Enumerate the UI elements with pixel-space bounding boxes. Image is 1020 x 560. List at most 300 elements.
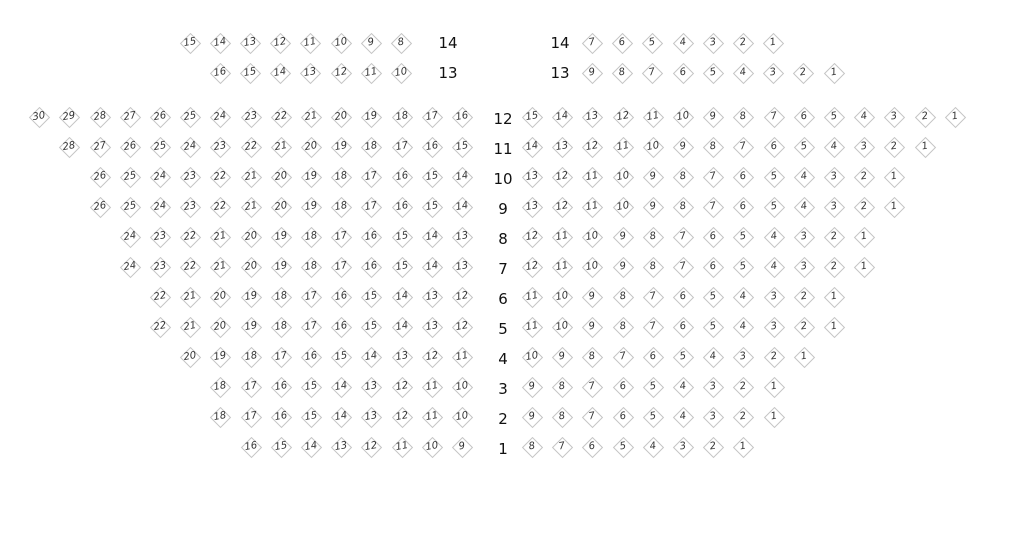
seat-row12-30[interactable] xyxy=(30,108,48,126)
seat-row13-6[interactable] xyxy=(674,64,692,82)
seat-row3-4[interactable] xyxy=(674,378,692,396)
seat-row9-26[interactable] xyxy=(91,198,109,216)
seat-row12-15[interactable] xyxy=(523,108,541,126)
seat-row7-14[interactable] xyxy=(423,258,441,276)
seat-row5-1[interactable] xyxy=(825,318,843,336)
seat-row4-4[interactable] xyxy=(704,348,722,366)
seat-row10-8[interactable] xyxy=(674,168,692,186)
seat-row7-8[interactable] xyxy=(644,258,662,276)
seat-row7-12[interactable] xyxy=(523,258,541,276)
seat-row11-27[interactable] xyxy=(91,138,109,156)
seat-row1-12[interactable] xyxy=(362,438,380,456)
seat-row8-22[interactable] xyxy=(181,228,199,246)
seat-row3-9[interactable] xyxy=(523,378,541,396)
seat-row8-7[interactable] xyxy=(674,228,692,246)
seat-row9-13[interactable] xyxy=(523,198,541,216)
seat-row12-18[interactable] xyxy=(393,108,411,126)
seat-row6-2[interactable] xyxy=(795,288,813,306)
seat-row7-4[interactable] xyxy=(765,258,783,276)
seat-row4-13[interactable] xyxy=(393,348,411,366)
seat-row1-6[interactable] xyxy=(583,438,601,456)
seat-row1-13[interactable] xyxy=(332,438,350,456)
seat-row11-1[interactable] xyxy=(916,138,934,156)
seat-row6-4[interactable] xyxy=(734,288,752,306)
seat-row3-5[interactable] xyxy=(644,378,662,396)
seat-row3-16[interactable] xyxy=(272,378,290,396)
seat-row8-17[interactable] xyxy=(332,228,350,246)
seat-row11-25[interactable] xyxy=(151,138,169,156)
seat-row14-6[interactable] xyxy=(613,34,631,52)
seat-row6-3[interactable] xyxy=(765,288,783,306)
seat-row1-10[interactable] xyxy=(423,438,441,456)
seat-row9-8[interactable] xyxy=(674,198,692,216)
seat-row11-26[interactable] xyxy=(121,138,139,156)
seat-row4-16[interactable] xyxy=(302,348,320,366)
seat-row7-11[interactable] xyxy=(553,258,571,276)
seat-row11-9[interactable] xyxy=(674,138,692,156)
seat-row14-11[interactable] xyxy=(301,34,319,52)
seat-row7-15[interactable] xyxy=(393,258,411,276)
seat-row12-3[interactable] xyxy=(885,108,903,126)
seat-row7-24[interactable] xyxy=(121,258,139,276)
seat-row10-18[interactable] xyxy=(332,168,350,186)
seat-row12-7[interactable] xyxy=(765,108,783,126)
seat-row5-15[interactable] xyxy=(362,318,380,336)
seat-row8-24[interactable] xyxy=(121,228,139,246)
seat-row11-23[interactable] xyxy=(211,138,229,156)
seat-row8-11[interactable] xyxy=(553,228,571,246)
seat-row4-9[interactable] xyxy=(553,348,571,366)
seat-row11-28[interactable] xyxy=(60,138,78,156)
seat-row11-11[interactable] xyxy=(614,138,632,156)
seat-row3-12[interactable] xyxy=(393,378,411,396)
seat-row11-12[interactable] xyxy=(583,138,601,156)
seat-row8-21[interactable] xyxy=(211,228,229,246)
seat-row6-16[interactable] xyxy=(332,288,350,306)
seat-row4-18[interactable] xyxy=(242,348,260,366)
seat-row5-7[interactable] xyxy=(644,318,662,336)
seat-row12-21[interactable] xyxy=(302,108,320,126)
seat-row7-5[interactable] xyxy=(734,258,752,276)
seat-row5-18[interactable] xyxy=(272,318,290,336)
seat-row6-22[interactable] xyxy=(151,288,169,306)
seat-row12-12[interactable] xyxy=(614,108,632,126)
seat-row9-12[interactable] xyxy=(553,198,571,216)
seat-row12-28[interactable] xyxy=(91,108,109,126)
seat-row7-9[interactable] xyxy=(614,258,632,276)
seat-row14-4[interactable] xyxy=(674,34,692,52)
seat-row12-17[interactable] xyxy=(423,108,441,126)
seat-row10-13[interactable] xyxy=(523,168,541,186)
seat-row3-6[interactable] xyxy=(614,378,632,396)
seat-row1-4[interactable] xyxy=(644,438,662,456)
seat-row3-18[interactable] xyxy=(211,378,229,396)
seat-row4-14[interactable] xyxy=(362,348,380,366)
seat-row14-7[interactable] xyxy=(583,34,601,52)
seat-row5-11[interactable] xyxy=(523,318,541,336)
seat-row5-3[interactable] xyxy=(765,318,783,336)
seat-row6-14[interactable] xyxy=(393,288,411,306)
seat-row7-20[interactable] xyxy=(242,258,260,276)
seat-row3-17[interactable] xyxy=(242,378,260,396)
seat-row10-23[interactable] xyxy=(181,168,199,186)
seat-row12-27[interactable] xyxy=(121,108,139,126)
seat-row9-19[interactable] xyxy=(302,198,320,216)
seat-row10-5[interactable] xyxy=(765,168,783,186)
seat-row2-8[interactable] xyxy=(553,408,571,426)
seat-row10-16[interactable] xyxy=(393,168,411,186)
seat-row4-15[interactable] xyxy=(332,348,350,366)
seat-row2-13[interactable] xyxy=(362,408,380,426)
seat-row4-19[interactable] xyxy=(211,348,229,366)
seat-row9-1[interactable] xyxy=(885,198,903,216)
seat-row13-16[interactable] xyxy=(211,64,229,82)
seat-row2-18[interactable] xyxy=(211,408,229,426)
seat-row13-8[interactable] xyxy=(613,64,631,82)
seat-row9-10[interactable] xyxy=(614,198,632,216)
seat-row14-2[interactable] xyxy=(734,34,752,52)
seat-row1-2[interactable] xyxy=(704,438,722,456)
seat-row3-8[interactable] xyxy=(553,378,571,396)
seat-row12-8[interactable] xyxy=(734,108,752,126)
seat-row3-1[interactable] xyxy=(765,378,783,396)
seat-row7-22[interactable] xyxy=(181,258,199,276)
seat-row14-13[interactable] xyxy=(241,34,259,52)
seat-row6-1[interactable] xyxy=(825,288,843,306)
seat-row2-3[interactable] xyxy=(704,408,722,426)
seat-row10-10[interactable] xyxy=(614,168,632,186)
seat-row5-10[interactable] xyxy=(553,318,571,336)
seat-row11-7[interactable] xyxy=(734,138,752,156)
seat-row6-15[interactable] xyxy=(362,288,380,306)
seat-row13-13[interactable] xyxy=(301,64,319,82)
seat-row7-3[interactable] xyxy=(795,258,813,276)
seat-row6-6[interactable] xyxy=(674,288,692,306)
seat-row8-14[interactable] xyxy=(423,228,441,246)
seat-row4-10[interactable] xyxy=(523,348,541,366)
seat-row2-5[interactable] xyxy=(644,408,662,426)
seat-row11-21[interactable] xyxy=(272,138,290,156)
seat-row11-15[interactable] xyxy=(453,138,471,156)
seat-row6-12[interactable] xyxy=(453,288,471,306)
seat-row5-2[interactable] xyxy=(795,318,813,336)
seat-row8-19[interactable] xyxy=(272,228,290,246)
seat-row3-7[interactable] xyxy=(583,378,601,396)
seat-row7-13[interactable] xyxy=(453,258,471,276)
seat-row11-5[interactable] xyxy=(795,138,813,156)
seat-row8-12[interactable] xyxy=(523,228,541,246)
seat-row10-19[interactable] xyxy=(302,168,320,186)
seat-row5-9[interactable] xyxy=(583,318,601,336)
seat-row7-18[interactable] xyxy=(302,258,320,276)
seat-row1-7[interactable] xyxy=(553,438,571,456)
seat-row2-4[interactable] xyxy=(674,408,692,426)
seat-row6-9[interactable] xyxy=(583,288,601,306)
seat-row13-9[interactable] xyxy=(583,64,601,82)
seat-row9-5[interactable] xyxy=(765,198,783,216)
seat-row13-5[interactable] xyxy=(704,64,722,82)
seat-row10-17[interactable] xyxy=(362,168,380,186)
seat-row8-2[interactable] xyxy=(825,228,843,246)
seat-row6-20[interactable] xyxy=(211,288,229,306)
seat-row4-7[interactable] xyxy=(614,348,632,366)
seat-row9-9[interactable] xyxy=(644,198,662,216)
seat-row12-24[interactable] xyxy=(211,108,229,126)
seat-row2-7[interactable] xyxy=(583,408,601,426)
seat-row5-4[interactable] xyxy=(734,318,752,336)
seat-row8-23[interactable] xyxy=(151,228,169,246)
seat-row7-16[interactable] xyxy=(362,258,380,276)
seat-row13-1[interactable] xyxy=(825,64,843,82)
seat-row11-10[interactable] xyxy=(644,138,662,156)
seat-row11-22[interactable] xyxy=(242,138,260,156)
seat-row12-19[interactable] xyxy=(362,108,380,126)
seat-row2-9[interactable] xyxy=(523,408,541,426)
seat-row9-2[interactable] xyxy=(855,198,873,216)
seat-row9-20[interactable] xyxy=(272,198,290,216)
seat-row4-2[interactable] xyxy=(765,348,783,366)
seat-row13-4[interactable] xyxy=(734,64,752,82)
seat-row12-9[interactable] xyxy=(704,108,722,126)
seat-row9-15[interactable] xyxy=(423,198,441,216)
seat-row10-3[interactable] xyxy=(825,168,843,186)
seat-row5-8[interactable] xyxy=(614,318,632,336)
seat-row13-2[interactable] xyxy=(794,64,812,82)
seat-row4-8[interactable] xyxy=(583,348,601,366)
seat-row8-13[interactable] xyxy=(453,228,471,246)
seat-row13-12[interactable] xyxy=(332,64,350,82)
seat-row8-15[interactable] xyxy=(393,228,411,246)
seat-row9-23[interactable] xyxy=(181,198,199,216)
seat-row12-13[interactable] xyxy=(583,108,601,126)
seat-row5-22[interactable] xyxy=(151,318,169,336)
seat-row2-1[interactable] xyxy=(765,408,783,426)
seat-row13-14[interactable] xyxy=(271,64,289,82)
seat-row11-13[interactable] xyxy=(553,138,571,156)
seat-row10-26[interactable] xyxy=(91,168,109,186)
seat-row14-3[interactable] xyxy=(704,34,722,52)
seat-row9-17[interactable] xyxy=(362,198,380,216)
seat-row5-13[interactable] xyxy=(423,318,441,336)
seat-row13-10[interactable] xyxy=(392,64,410,82)
seat-row14-12[interactable] xyxy=(271,34,289,52)
seat-row10-12[interactable] xyxy=(553,168,571,186)
seat-row12-6[interactable] xyxy=(795,108,813,126)
seat-row6-13[interactable] xyxy=(423,288,441,306)
seat-row10-20[interactable] xyxy=(272,168,290,186)
seat-row4-12[interactable] xyxy=(423,348,441,366)
seat-row11-19[interactable] xyxy=(332,138,350,156)
seat-row5-12[interactable] xyxy=(453,318,471,336)
seat-row11-2[interactable] xyxy=(885,138,903,156)
seat-row11-17[interactable] xyxy=(393,138,411,156)
seat-row2-6[interactable] xyxy=(614,408,632,426)
seat-row6-7[interactable] xyxy=(644,288,662,306)
seat-row11-18[interactable] xyxy=(362,138,380,156)
seat-row6-17[interactable] xyxy=(302,288,320,306)
seat-row9-21[interactable] xyxy=(242,198,260,216)
seat-row8-20[interactable] xyxy=(242,228,260,246)
seat-row1-16[interactable] xyxy=(242,438,260,456)
seat-row8-10[interactable] xyxy=(583,228,601,246)
seat-row9-16[interactable] xyxy=(393,198,411,216)
seat-row10-24[interactable] xyxy=(151,168,169,186)
seat-row11-14[interactable] xyxy=(523,138,541,156)
seat-row2-11[interactable] xyxy=(423,408,441,426)
seat-row3-2[interactable] xyxy=(734,378,752,396)
seat-row6-19[interactable] xyxy=(242,288,260,306)
seat-row7-2[interactable] xyxy=(825,258,843,276)
seat-row9-6[interactable] xyxy=(734,198,752,216)
seat-row2-14[interactable] xyxy=(332,408,350,426)
seat-row1-1[interactable] xyxy=(734,438,752,456)
seat-row1-15[interactable] xyxy=(272,438,290,456)
seat-row5-20[interactable] xyxy=(211,318,229,336)
seat-row5-6[interactable] xyxy=(674,318,692,336)
seat-row11-24[interactable] xyxy=(181,138,199,156)
seat-row4-1[interactable] xyxy=(795,348,813,366)
seat-row12-2[interactable] xyxy=(916,108,934,126)
seat-row11-16[interactable] xyxy=(423,138,441,156)
seat-row1-9[interactable] xyxy=(453,438,471,456)
seat-row5-16[interactable] xyxy=(332,318,350,336)
seat-row6-8[interactable] xyxy=(614,288,632,306)
seat-row11-8[interactable] xyxy=(704,138,722,156)
seat-row14-15[interactable] xyxy=(181,34,199,52)
seat-row7-1[interactable] xyxy=(855,258,873,276)
seat-row5-5[interactable] xyxy=(704,318,722,336)
seat-row10-21[interactable] xyxy=(242,168,260,186)
seat-row3-13[interactable] xyxy=(362,378,380,396)
seat-row10-7[interactable] xyxy=(704,168,722,186)
seat-row12-11[interactable] xyxy=(644,108,662,126)
seat-row1-8[interactable] xyxy=(523,438,541,456)
seat-row7-21[interactable] xyxy=(211,258,229,276)
seat-row10-25[interactable] xyxy=(121,168,139,186)
seat-row8-8[interactable] xyxy=(644,228,662,246)
seat-row14-8[interactable] xyxy=(392,34,410,52)
seat-row14-9[interactable] xyxy=(362,34,380,52)
seat-row10-6[interactable] xyxy=(734,168,752,186)
seat-row1-14[interactable] xyxy=(302,438,320,456)
seat-row5-21[interactable] xyxy=(181,318,199,336)
seat-row11-20[interactable] xyxy=(302,138,320,156)
seat-row9-7[interactable] xyxy=(704,198,722,216)
seat-row6-10[interactable] xyxy=(553,288,571,306)
seat-row4-17[interactable] xyxy=(272,348,290,366)
seat-row2-15[interactable] xyxy=(302,408,320,426)
seat-row7-7[interactable] xyxy=(674,258,692,276)
seat-row8-4[interactable] xyxy=(765,228,783,246)
seat-row1-3[interactable] xyxy=(674,438,692,456)
seat-row10-14[interactable] xyxy=(453,168,471,186)
seat-row13-11[interactable] xyxy=(362,64,380,82)
seat-row10-1[interactable] xyxy=(885,168,903,186)
seat-row3-3[interactable] xyxy=(704,378,722,396)
seat-row5-14[interactable] xyxy=(393,318,411,336)
seat-row10-22[interactable] xyxy=(211,168,229,186)
seat-row9-3[interactable] xyxy=(825,198,843,216)
seat-row12-4[interactable] xyxy=(855,108,873,126)
seat-row12-10[interactable] xyxy=(674,108,692,126)
seat-row14-10[interactable] xyxy=(332,34,350,52)
seat-row12-22[interactable] xyxy=(272,108,290,126)
seat-row10-11[interactable] xyxy=(583,168,601,186)
seat-row13-7[interactable] xyxy=(643,64,661,82)
seat-row10-9[interactable] xyxy=(644,168,662,186)
seat-row7-17[interactable] xyxy=(332,258,350,276)
seat-row6-5[interactable] xyxy=(704,288,722,306)
seat-row2-2[interactable] xyxy=(734,408,752,426)
seat-row11-4[interactable] xyxy=(825,138,843,156)
seat-row4-11[interactable] xyxy=(453,348,471,366)
seat-row12-20[interactable] xyxy=(332,108,350,126)
seat-row14-1[interactable] xyxy=(764,34,782,52)
seat-row9-14[interactable] xyxy=(453,198,471,216)
seat-row8-1[interactable] xyxy=(855,228,873,246)
seat-row4-6[interactable] xyxy=(644,348,662,366)
seat-row9-11[interactable] xyxy=(583,198,601,216)
seat-row8-16[interactable] xyxy=(362,228,380,246)
seat-row4-20[interactable] xyxy=(181,348,199,366)
seat-row12-25[interactable] xyxy=(181,108,199,126)
seat-row12-26[interactable] xyxy=(151,108,169,126)
seat-row1-11[interactable] xyxy=(393,438,411,456)
seat-row2-17[interactable] xyxy=(242,408,260,426)
seat-row10-4[interactable] xyxy=(795,168,813,186)
seat-row7-19[interactable] xyxy=(272,258,290,276)
seat-row6-18[interactable] xyxy=(272,288,290,306)
seat-row7-6[interactable] xyxy=(704,258,722,276)
seat-row5-19[interactable] xyxy=(242,318,260,336)
seat-row10-15[interactable] xyxy=(423,168,441,186)
seat-row9-18[interactable] xyxy=(332,198,350,216)
seat-row2-12[interactable] xyxy=(393,408,411,426)
seat-row12-29[interactable] xyxy=(60,108,78,126)
seat-row13-3[interactable] xyxy=(764,64,782,82)
seat-row8-5[interactable] xyxy=(734,228,752,246)
seat-row9-4[interactable] xyxy=(795,198,813,216)
seat-row5-17[interactable] xyxy=(302,318,320,336)
seat-row8-18[interactable] xyxy=(302,228,320,246)
seat-row3-14[interactable] xyxy=(332,378,350,396)
seat-row11-6[interactable] xyxy=(765,138,783,156)
seat-row12-1[interactable] xyxy=(946,108,964,126)
seat-row14-14[interactable] xyxy=(211,34,229,52)
seat-row8-9[interactable] xyxy=(614,228,632,246)
seat-row1-5[interactable] xyxy=(614,438,632,456)
seat-row13-15[interactable] xyxy=(241,64,259,82)
seat-row12-5[interactable] xyxy=(825,108,843,126)
seat-row4-5[interactable] xyxy=(674,348,692,366)
seat-row12-23[interactable] xyxy=(242,108,260,126)
seat-row4-3[interactable] xyxy=(734,348,752,366)
seat-row8-6[interactable] xyxy=(704,228,722,246)
seat-row11-3[interactable] xyxy=(855,138,873,156)
seat-row7-10[interactable] xyxy=(583,258,601,276)
seat-row3-11[interactable] xyxy=(423,378,441,396)
seat-row14-5[interactable] xyxy=(643,34,661,52)
seat-row2-16[interactable] xyxy=(272,408,290,426)
seat-row10-2[interactable] xyxy=(855,168,873,186)
seat-row6-21[interactable] xyxy=(181,288,199,306)
seat-row3-10[interactable] xyxy=(453,378,471,396)
seat-row3-15[interactable] xyxy=(302,378,320,396)
seat-row9-22[interactable] xyxy=(211,198,229,216)
seat-row12-14[interactable] xyxy=(553,108,571,126)
seat-row7-23[interactable] xyxy=(151,258,169,276)
seat-row2-10[interactable] xyxy=(453,408,471,426)
